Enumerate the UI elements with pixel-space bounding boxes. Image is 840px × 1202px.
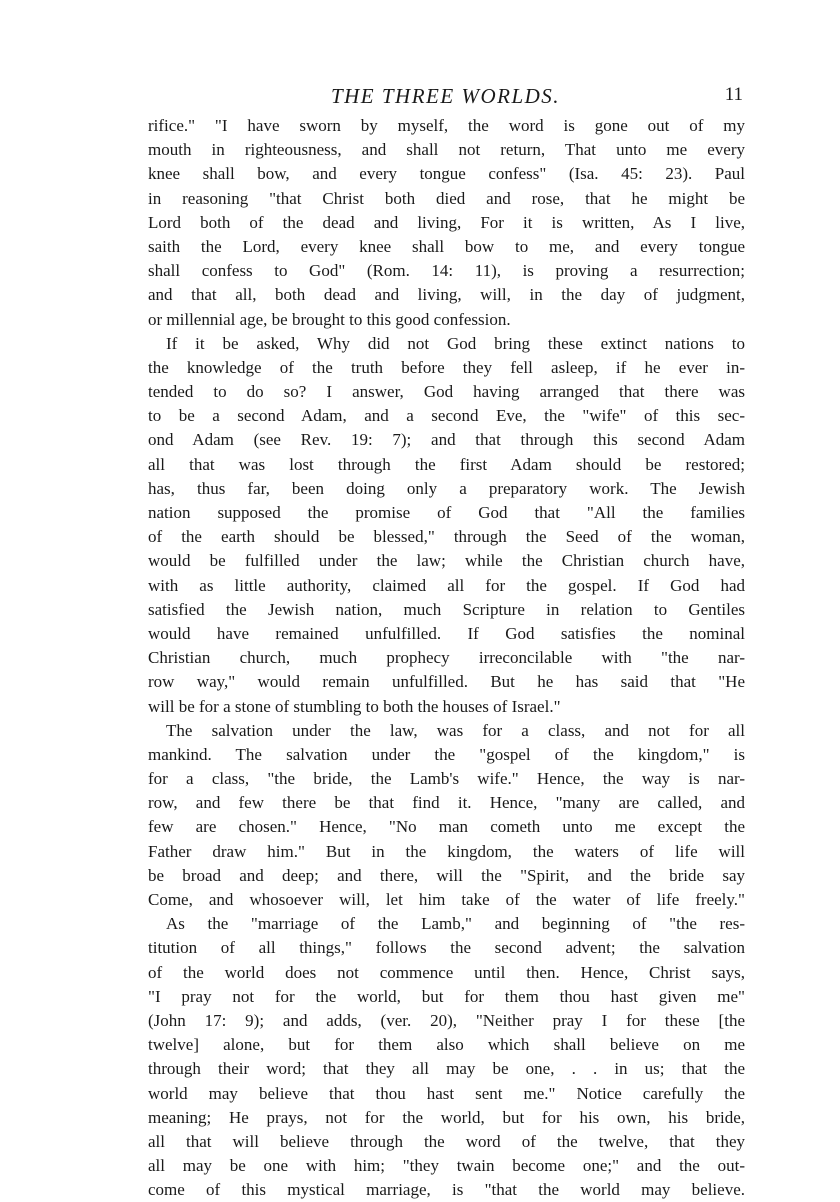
- text-line: saith the Lord, every knee shall bow to me, and every tongue: [148, 236, 745, 256]
- body-text: [148, 114, 745, 1202]
- text-line: will be for a stone of stumbling to both the houses of Israel.": [148, 696, 561, 716]
- text-line: rifice." "I have sworn by myself, the word is gone out of my: [148, 116, 745, 135]
- text-line: be broad and deep; and there, will the "Spirit, and the bride say: [148, 865, 745, 885]
- text-line: all that will believe through the word of the twelve, that they: [148, 1131, 745, 1151]
- text-line: Lord both of the dead and living, For it is written, As I live,: [148, 212, 745, 232]
- text-line: all may be one with him; "they twain become one;" and the out-: [148, 1156, 745, 1176]
- text-line: mankind. The salvation under the "gospel of the kingdom," is: [148, 744, 745, 764]
- text-line: twelve] alone, but for them also which shall believe on me: [148, 1035, 745, 1055]
- text-line: would be fulfilled under the law; while the Christian church have,: [148, 551, 745, 571]
- text-line: The salvation under the law, was for a class, and not for all: [166, 720, 745, 740]
- text-line: As the "marriage of the Lamb," and beginning of "the res-: [166, 914, 745, 934]
- text-line: (John 17: 9); and adds, (ver. 20), "Neither pray I for these [the: [148, 1010, 745, 1030]
- text-line: Father draw him." But in the kingdom, the waters of life will: [148, 841, 745, 861]
- text-line: few are chosen." Hence, "No man cometh unto me except the: [148, 817, 745, 837]
- text-line: with as little authority, claimed all for the gospel. If God had: [148, 575, 745, 595]
- text-line: come of this mystical marriage, is "that the world may believe.: [148, 1180, 745, 1200]
- text-line: all that was lost through the first Adam should be restored;: [148, 454, 745, 474]
- text-line: of the earth should be blessed," through the Seed of the woman,: [148, 527, 745, 547]
- text-line: shall confess to God" (Rom. 14: 11), is proving a resurrection;: [148, 261, 745, 281]
- text-line: for a class, "the bride, the Lamb's wife." Hence, the way is nar-: [148, 769, 745, 789]
- text-line: "I pray not for the world, but for them thou hast given me": [148, 986, 745, 1006]
- text-line: through their word; that they all may be one, . . in us; that the: [148, 1059, 745, 1079]
- text-line: in reasoning "that Christ both died and rose, that he might be: [148, 188, 745, 208]
- text-line: meaning; He prays, not for the world, but for his own, his bride,: [148, 1107, 745, 1127]
- text-line: would have remained unfulfilled. If God satisfies the nominal: [148, 623, 745, 643]
- text-line: world may believe that thou hast sent me." Notice carefully the: [148, 1083, 745, 1103]
- text-line: titution of all things," follows the second advent; the salvation: [148, 938, 745, 958]
- text-line: ond Adam (see Rev. 19: 7); and that through this second Adam: [148, 430, 745, 450]
- text-line: to be a second Adam, and a second Eve, the "wife" of this sec-: [148, 406, 745, 426]
- text-line: and that all, both dead and living, will, in the day of judgment,: [148, 285, 745, 305]
- text-line: of the world does not commence until then. Hence, Christ says,: [148, 962, 745, 982]
- text-line: If it be asked, Why did not God bring these extinct nations to: [166, 333, 745, 353]
- text-line: or millennial age, be brought to this good confession.: [148, 309, 511, 329]
- running-title: THE THREE WORLDS.: [330, 84, 561, 108]
- text-line: satisfied the Jewish nation, much Scripture in relation to Gentiles: [148, 599, 745, 619]
- page-header: [148, 84, 743, 112]
- text-line: row way," would remain unfulfilled. But he has said that "He: [148, 672, 745, 692]
- text-line: the knowledge of the truth before they fell asleep, if he ever in-: [148, 357, 745, 377]
- text-line: row, and few there be that find it. Hence, "many are called, and: [148, 793, 745, 813]
- text-line: Christian church, much prophecy irreconcilable with "the nar-: [148, 648, 745, 668]
- text-line: has, thus far, been doing only a preparatory work. The Jewish: [148, 478, 745, 498]
- page-number: 11: [724, 84, 743, 105]
- text-line: nation supposed the promise of God that "All the families: [148, 503, 745, 522]
- text-line: tended to do so? I answer, God having arranged that there was: [148, 382, 745, 402]
- text-line: knee shall bow, and every tongue confess" (Isa. 45: 23). Paul: [148, 164, 745, 184]
- text-line: Come, and whosoever will, let him take of the water of life freely.": [148, 890, 745, 909]
- text-line: mouth in righteousness, and shall not return, That unto me every: [148, 140, 745, 160]
